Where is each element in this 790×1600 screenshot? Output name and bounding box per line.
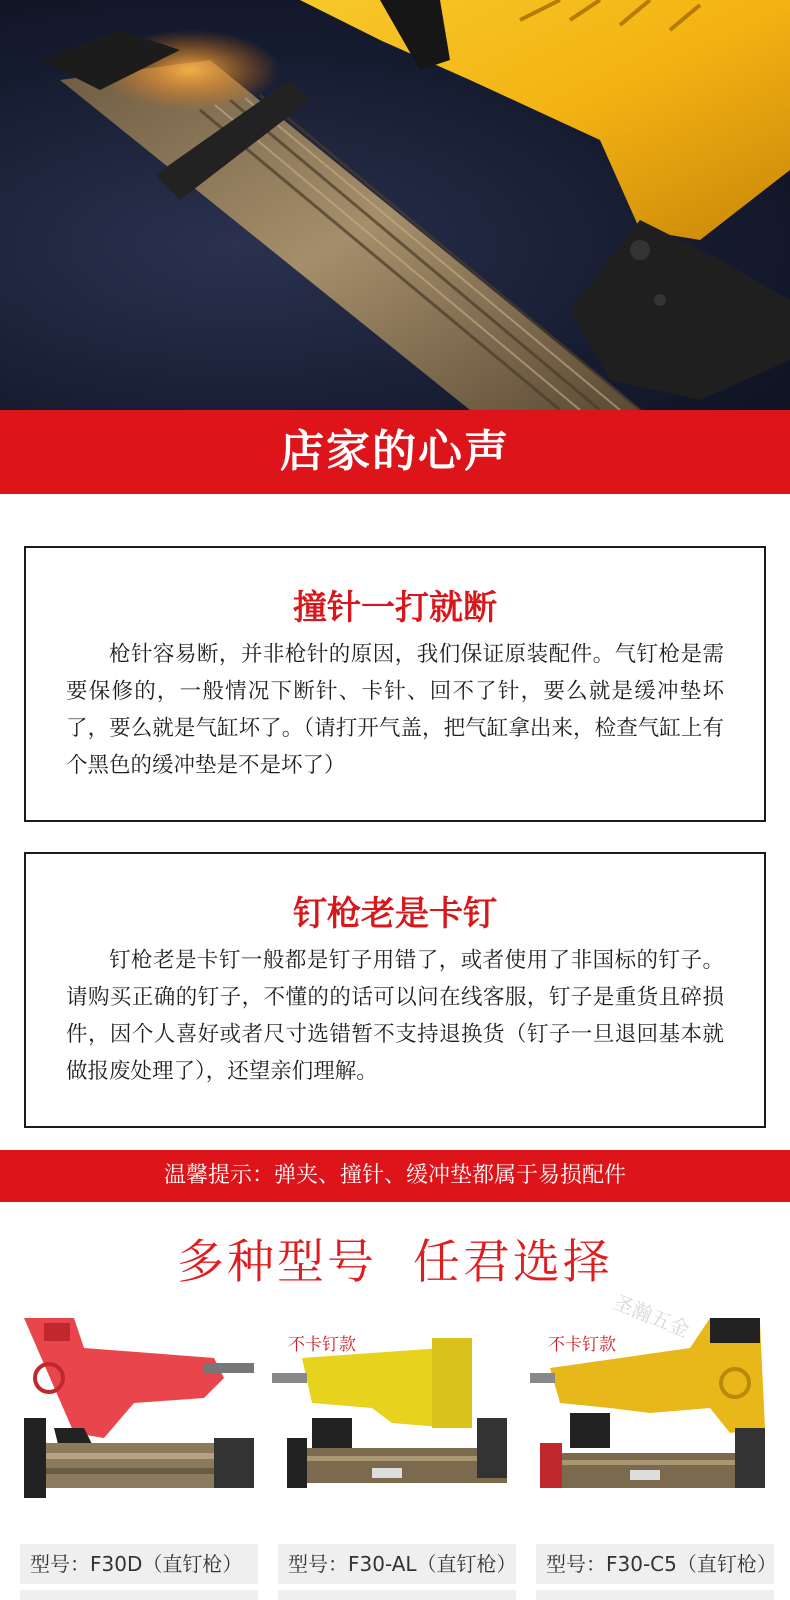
notice-title: 撞针一打就断 <box>293 588 497 628</box>
product-card-f30d[interactable] <box>14 1318 258 1600</box>
nail-gun-image <box>14 1318 258 1538</box>
notice-body: 钉枪老是卡钉一般都是钉子用错了，或者使用了非国标的钉子。请购买正确的钉子，不懂的的话可以问在线客服，钉子是重货且碎损件，因个人喜好或者尺寸选错暂不支持退换货（钉子一旦退回基本就做报废处理了），还望亲们理解。 <box>66 948 724 1084</box>
notice-title: 钉枪老是卡钉 <box>293 894 497 934</box>
product-model-label: 型号：F30-C5（直钉枪） <box>536 1544 774 1584</box>
nail-gun-closeup-illustration <box>0 0 790 410</box>
product-subtext-cutoff <box>278 1590 516 1600</box>
product-card-f30-al[interactable] <box>272 1318 516 1600</box>
section-banner-merchant-voice: 店家的心声 <box>0 410 790 494</box>
notice-card-nail-jam <box>24 852 766 1128</box>
product-subtext-cutoff <box>536 1590 774 1600</box>
tip-banner: 温馨提示：弹夹、撞针、缓冲垫都属于易损配件 <box>0 1150 790 1202</box>
product-tag: 不卡钉款 <box>548 1335 616 1355</box>
product-card-f30-c5[interactable] <box>530 1318 777 1600</box>
product-tag: 不卡钉款 <box>288 1335 356 1355</box>
product-model-label: 型号：F30D（直钉枪） <box>20 1544 258 1584</box>
hero-product-image <box>0 0 790 410</box>
notice-body: 枪针容易断，并非枪针的原因，我们保证原装配件。气钉枪是需要保修的，一般情况下断针、卡针、回不了针，要么就是缓冲垫坏了，要么就是气缸坏了。（请打开气盖，把气缸拿出来，检查气缸上有个黑色的缓冲垫是不是坏了） <box>66 642 724 778</box>
notice-card-firing-pin <box>24 546 766 822</box>
models-section-title: 多种型号 任君选择 <box>177 1235 613 1290</box>
watermark: 圣瀚五金 <box>609 1289 694 1343</box>
product-subtext-cutoff <box>20 1590 258 1600</box>
product-model-label: 型号：F30-AL（直钉枪） <box>278 1544 516 1584</box>
